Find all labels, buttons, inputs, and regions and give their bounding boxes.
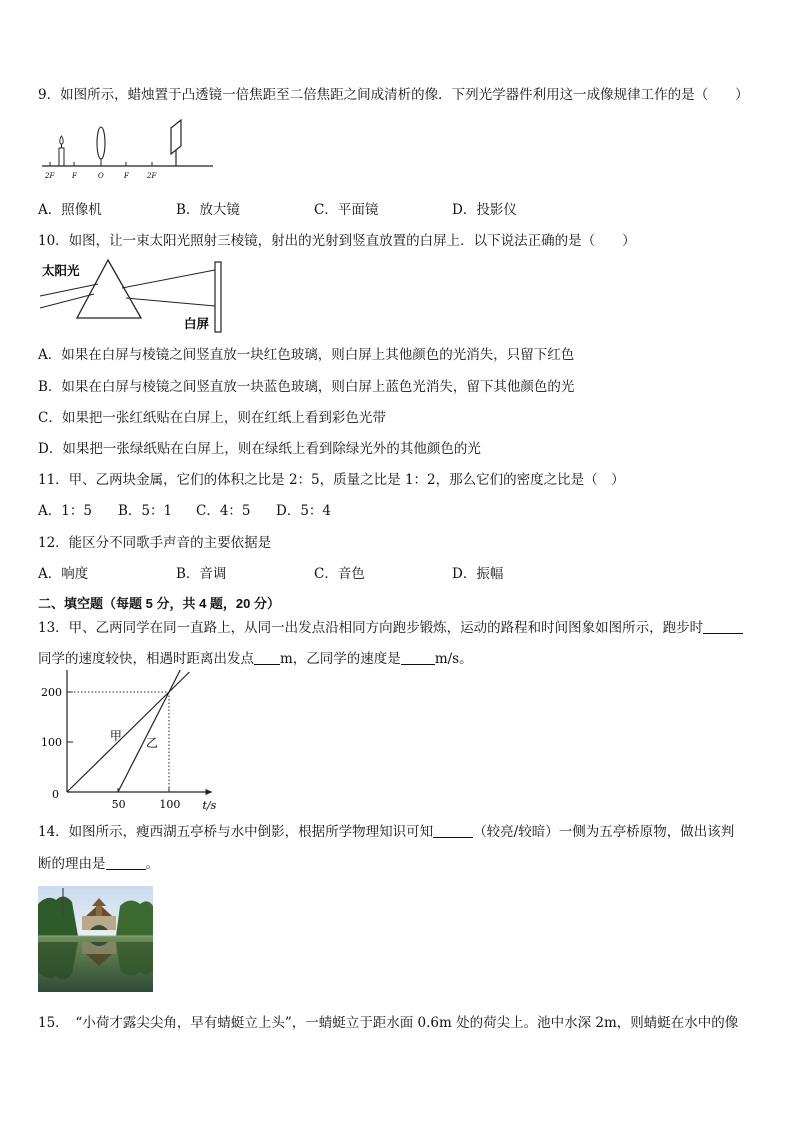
q14-text-1b: （较亮/较暗）一侧为五亭桥原物，做出该判 — [473, 824, 735, 840]
q9-option-d: D．投影仪 — [452, 202, 517, 218]
label-white-screen: 白屏 — [184, 316, 210, 331]
q13-text-2b: m，乙同学的速度是 — [280, 651, 401, 667]
q13-text-2a: 同学的速度较快，相遇时距离出发点 — [38, 651, 254, 667]
q9-option-a: A．照像机 — [38, 202, 102, 218]
white-screen — [215, 262, 221, 332]
q13-blank-3[interactable] — [401, 650, 435, 665]
series-line-2 — [118, 670, 181, 792]
q13-blank-1[interactable] — [703, 619, 743, 634]
y-tick-label: 100 — [41, 736, 62, 749]
series-label-1: 甲 — [109, 729, 122, 743]
section-heading-fill-blank: 二、填空题（每题 5 分，共 4 题，20 分） — [38, 596, 280, 611]
q14-text-2b: 。 — [145, 856, 159, 872]
five-pavilion-bridge-image — [38, 886, 153, 992]
q14-line1 — [38, 820, 734, 840]
q13-line2 — [38, 647, 473, 667]
screen-icon — [171, 120, 181, 166]
axis-label-f-right: F — [124, 172, 129, 180]
q12-option-a: A．响度 — [38, 566, 89, 582]
q9-lens-diagram — [38, 116, 218, 182]
axis-label-2f-right: 2F — [147, 172, 157, 180]
q10-option-c: C．如果把一张红纸贴在白屏上，则在红纸上看到彩色光带 — [38, 410, 386, 426]
series-line-1 — [67, 672, 189, 792]
axis-label-o: O — [98, 172, 104, 180]
q13-line1 — [38, 616, 743, 636]
q11-option-a: A．1：5 — [38, 503, 92, 519]
q14-blank-2[interactable] — [106, 855, 146, 870]
q14-blank-1[interactable] — [433, 823, 473, 838]
q14-text-2a: 断的理由是 — [38, 856, 106, 872]
q12-stem: 12．能区分不同歌手声音的主要依据是 — [38, 535, 272, 551]
convex-lens — [97, 127, 105, 159]
q13-text-2c: m/s。 — [434, 651, 473, 667]
q14-text-1a: 14．如图所示，瘦西湖五亭桥与水中倒影，根据所学物理知识可知 — [38, 824, 434, 840]
prism — [77, 260, 141, 318]
x-axis-arrow — [206, 789, 213, 795]
q11-option-c: C．4：5 — [196, 503, 251, 519]
axis-label-2f-left: 2F — [45, 172, 55, 180]
q10-prism-diagram — [38, 258, 238, 334]
q13-blank-2[interactable] — [254, 650, 280, 665]
q11-stem: 11．甲、乙两块金属，它们的体积之比是 2：5，质量之比是 1：2，那么它们的密度之比是（ ） — [38, 472, 625, 488]
label-sunlight: 太阳光 — [42, 263, 80, 278]
x-tick-label: 100 — [159, 798, 181, 811]
q12-option-b: B．音调 — [176, 566, 227, 582]
q11-option-d: D．5：4 — [276, 503, 332, 519]
origin-label: 0 — [52, 788, 59, 801]
candle-icon — [59, 136, 64, 166]
bridge-reflection-photo — [38, 886, 153, 992]
q13-distance-time-chart — [36, 670, 236, 812]
q12-option-d: D．振幅 — [452, 566, 504, 582]
x-axis-label: t/s — [202, 799, 217, 812]
q10-stem: 10．如图，让一束太阳光照射三棱镜，射出的光射到竖直放置的白屏上．以下说法正确的是（ ） — [38, 233, 636, 249]
dispersed-rays — [122, 270, 215, 306]
q10-option-d: D．如果把一张绿纸贴在白屏上，则在绿纸上看到除绿光外的其他颜色的光 — [38, 441, 481, 457]
q9-option-c: C．平面镜 — [314, 202, 379, 218]
q10-option-b: B．如果在白屏与棱镜之间竖直放一块蓝色玻璃，则白屏上蓝色光消失，留下其他颜色的光 — [38, 379, 575, 395]
axis-label-f-left: F — [72, 172, 77, 180]
q14-line2 — [38, 852, 159, 872]
q15-line1: 15． “小荷才露尖尖角，早有蜻蜓立上头”，一蜻蜓立于距水面 0.6m 处的荷尖上。池中水深 2m，则蜻蜓在水中的像 — [38, 1015, 739, 1031]
q13-text-1: 13．甲、乙两同学在同一直路上，从同一出发点沿相同方向跑步锻炼，运动的路程和时间图象如图所示，跑步时 — [38, 620, 704, 636]
series-label-2: 乙 — [146, 736, 159, 750]
q10-option-a: A．如果在白屏与棱镜之间竖直放一块红色玻璃，则白屏上其他颜色的光消失，只留下红色 — [38, 347, 575, 363]
x-tick-label: 50 — [111, 798, 126, 811]
q9-stem: 9．如图所示，蜡烛置于凸透镜一倍焦距至二倍焦距之间成清析的像．下列光学器件利用这一成像规律工作的是（ ） — [38, 87, 749, 103]
q11-option-b: B．5：1 — [118, 503, 173, 519]
q12-option-c: C．音色 — [314, 566, 365, 582]
q9-option-b: B．放大镜 — [176, 202, 240, 218]
y-tick-label: 200 — [41, 686, 62, 699]
